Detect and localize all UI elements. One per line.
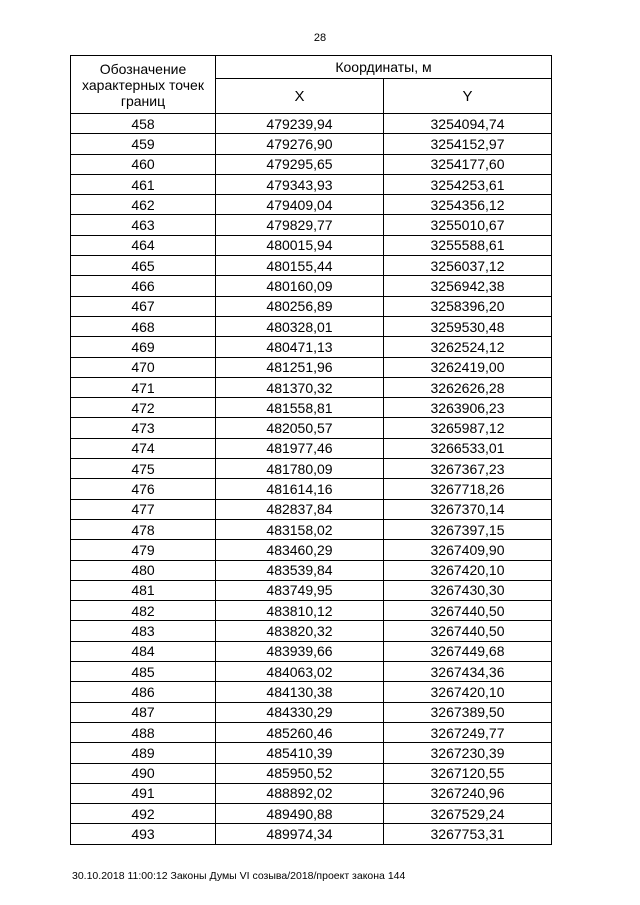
point-cell: 492: [71, 804, 216, 824]
x-cell: 480328,01: [216, 316, 384, 336]
x-cell: 483460,29: [216, 540, 384, 560]
x-cell: 483820,32: [216, 621, 384, 641]
table-row: [71, 702, 552, 722]
table-row: [71, 479, 552, 499]
x-cell: 480471,13: [216, 337, 384, 357]
table-row: [71, 519, 552, 539]
point-cell: 474: [71, 438, 216, 458]
x-cell: 483749,95: [216, 580, 384, 600]
table-row: [71, 337, 552, 357]
x-cell: 479829,77: [216, 215, 384, 235]
point-cell: 477: [71, 499, 216, 519]
x-cell: 489490,88: [216, 804, 384, 824]
y-cell: 3254356,12: [384, 195, 552, 215]
x-cell: 484063,02: [216, 662, 384, 682]
table-row: [71, 540, 552, 560]
y-cell: 3267409,90: [384, 540, 552, 560]
table-row: [71, 316, 552, 336]
x-cell: 483539,84: [216, 560, 384, 580]
x-cell: 484330,29: [216, 702, 384, 722]
y-cell: 3267430,30: [384, 580, 552, 600]
table-row: [71, 154, 552, 174]
table-row: [71, 763, 552, 783]
table-row: [71, 276, 552, 296]
y-cell: 3263906,23: [384, 398, 552, 418]
y-cell: 3254177,60: [384, 154, 552, 174]
y-cell: 3254253,61: [384, 174, 552, 194]
table-row: [71, 580, 552, 600]
point-cell: 490: [71, 763, 216, 783]
table-row: [71, 377, 552, 397]
table-row: [71, 682, 552, 702]
point-cell: 485: [71, 662, 216, 682]
table-row: [71, 114, 552, 134]
table-row: [71, 235, 552, 255]
coordinates-header: Координаты, м: [216, 56, 552, 79]
designation-header: Обозначение характерных точек границ: [71, 56, 216, 114]
point-cell: 458: [71, 114, 216, 134]
y-cell: 3262419,00: [384, 357, 552, 377]
y-cell: 3267529,24: [384, 804, 552, 824]
point-cell: 459: [71, 134, 216, 154]
point-cell: 467: [71, 296, 216, 316]
table-row: [71, 134, 552, 154]
x-cell: 481370,32: [216, 377, 384, 397]
y-cell: 3255010,67: [384, 215, 552, 235]
table-row: [71, 560, 552, 580]
x-cell: 481780,09: [216, 459, 384, 479]
table-row: [71, 804, 552, 824]
table-row: [71, 601, 552, 621]
x-header: X: [216, 79, 384, 114]
x-cell: 481251,96: [216, 357, 384, 377]
table-row: [71, 256, 552, 276]
point-cell: 470: [71, 357, 216, 377]
y-cell: 3254094,74: [384, 114, 552, 134]
y-cell: 3267367,23: [384, 459, 552, 479]
x-cell: 481614,16: [216, 479, 384, 499]
y-cell: 3254152,97: [384, 134, 552, 154]
footer-note: 30.10.2018 11:00:12 Законы Думы VI созыва/2018/проект закона 144: [72, 870, 406, 882]
y-cell: 3267420,10: [384, 560, 552, 580]
point-cell: 461: [71, 174, 216, 194]
point-cell: 476: [71, 479, 216, 499]
y-cell: 3267440,50: [384, 601, 552, 621]
y-cell: 3259530,48: [384, 316, 552, 336]
x-cell: 483158,02: [216, 519, 384, 539]
y-cell: 3267389,50: [384, 702, 552, 722]
x-cell: 480155,44: [216, 256, 384, 276]
table-row: [71, 621, 552, 641]
y-header: Y: [384, 79, 552, 114]
x-cell: 483810,12: [216, 601, 384, 621]
x-cell: 488892,02: [216, 783, 384, 803]
y-cell: 3256942,38: [384, 276, 552, 296]
table-row: [71, 296, 552, 316]
x-cell: 485260,46: [216, 722, 384, 742]
point-cell: 493: [71, 824, 216, 844]
y-cell: 3267230,39: [384, 743, 552, 763]
y-cell: 3267440,50: [384, 621, 552, 641]
y-cell: 3267718,26: [384, 479, 552, 499]
point-cell: 487: [71, 702, 216, 722]
point-cell: 482: [71, 601, 216, 621]
table-row: [71, 641, 552, 661]
table-row: [71, 398, 552, 418]
y-cell: 3267397,15: [384, 519, 552, 539]
point-cell: 473: [71, 418, 216, 438]
x-cell: 485410,39: [216, 743, 384, 763]
y-cell: 3262524,12: [384, 337, 552, 357]
table-row: [71, 438, 552, 458]
x-cell: 489974,34: [216, 824, 384, 844]
x-cell: 479343,93: [216, 174, 384, 194]
y-cell: 3267249,77: [384, 722, 552, 742]
table-row: [71, 459, 552, 479]
point-cell: 483: [71, 621, 216, 641]
point-cell: 469: [71, 337, 216, 357]
y-cell: 3267753,31: [384, 824, 552, 844]
y-cell: 3262626,28: [384, 377, 552, 397]
point-cell: 462: [71, 195, 216, 215]
y-cell: 3267240,96: [384, 783, 552, 803]
x-cell: 479409,04: [216, 195, 384, 215]
table-row: [71, 722, 552, 742]
table-row: [71, 174, 552, 194]
y-cell: 3267120,55: [384, 763, 552, 783]
point-cell: 471: [71, 377, 216, 397]
point-cell: 478: [71, 519, 216, 539]
point-cell: 481: [71, 580, 216, 600]
point-cell: 464: [71, 235, 216, 255]
x-cell: 479239,94: [216, 114, 384, 134]
y-cell: 3267370,14: [384, 499, 552, 519]
x-cell: 480256,89: [216, 296, 384, 316]
x-cell: 485950,52: [216, 763, 384, 783]
point-cell: 475: [71, 459, 216, 479]
point-cell: 465: [71, 256, 216, 276]
point-cell: 472: [71, 398, 216, 418]
x-cell: 482050,57: [216, 418, 384, 438]
x-cell: 481977,46: [216, 438, 384, 458]
point-cell: 480: [71, 560, 216, 580]
table-row: [71, 418, 552, 438]
y-cell: 3256037,12: [384, 256, 552, 276]
y-cell: 3267420,10: [384, 682, 552, 702]
table-row: [71, 743, 552, 763]
point-cell: 488: [71, 722, 216, 742]
x-cell: 480160,09: [216, 276, 384, 296]
y-cell: 3255588,61: [384, 235, 552, 255]
coordinates-table: [70, 55, 552, 845]
point-cell: 460: [71, 154, 216, 174]
y-cell: 3258396,20: [384, 296, 552, 316]
table-row: [71, 195, 552, 215]
x-cell: 481558,81: [216, 398, 384, 418]
point-cell: 491: [71, 783, 216, 803]
y-cell: 3267434,36: [384, 662, 552, 682]
table-row: [71, 824, 552, 844]
y-cell: 3266533,01: [384, 438, 552, 458]
point-cell: 463: [71, 215, 216, 235]
table-row: [71, 662, 552, 682]
page-number: 28: [313, 32, 327, 44]
x-cell: 484130,38: [216, 682, 384, 702]
x-cell: 482837,84: [216, 499, 384, 519]
x-cell: 479295,65: [216, 154, 384, 174]
table-header: [71, 56, 552, 114]
x-cell: 480015,94: [216, 235, 384, 255]
x-cell: 479276,90: [216, 134, 384, 154]
table-row: [71, 215, 552, 235]
point-cell: 486: [71, 682, 216, 702]
header-row-top: [71, 56, 552, 79]
point-cell: 489: [71, 743, 216, 763]
table-row: [71, 783, 552, 803]
y-cell: 3265987,12: [384, 418, 552, 438]
table-row: [71, 499, 552, 519]
table-row: [71, 357, 552, 377]
point-cell: 484: [71, 641, 216, 661]
point-cell: 466: [71, 276, 216, 296]
point-cell: 479: [71, 540, 216, 560]
y-cell: 3267449,68: [384, 641, 552, 661]
table-body: [71, 114, 552, 845]
point-cell: 468: [71, 316, 216, 336]
x-cell: 483939,66: [216, 641, 384, 661]
